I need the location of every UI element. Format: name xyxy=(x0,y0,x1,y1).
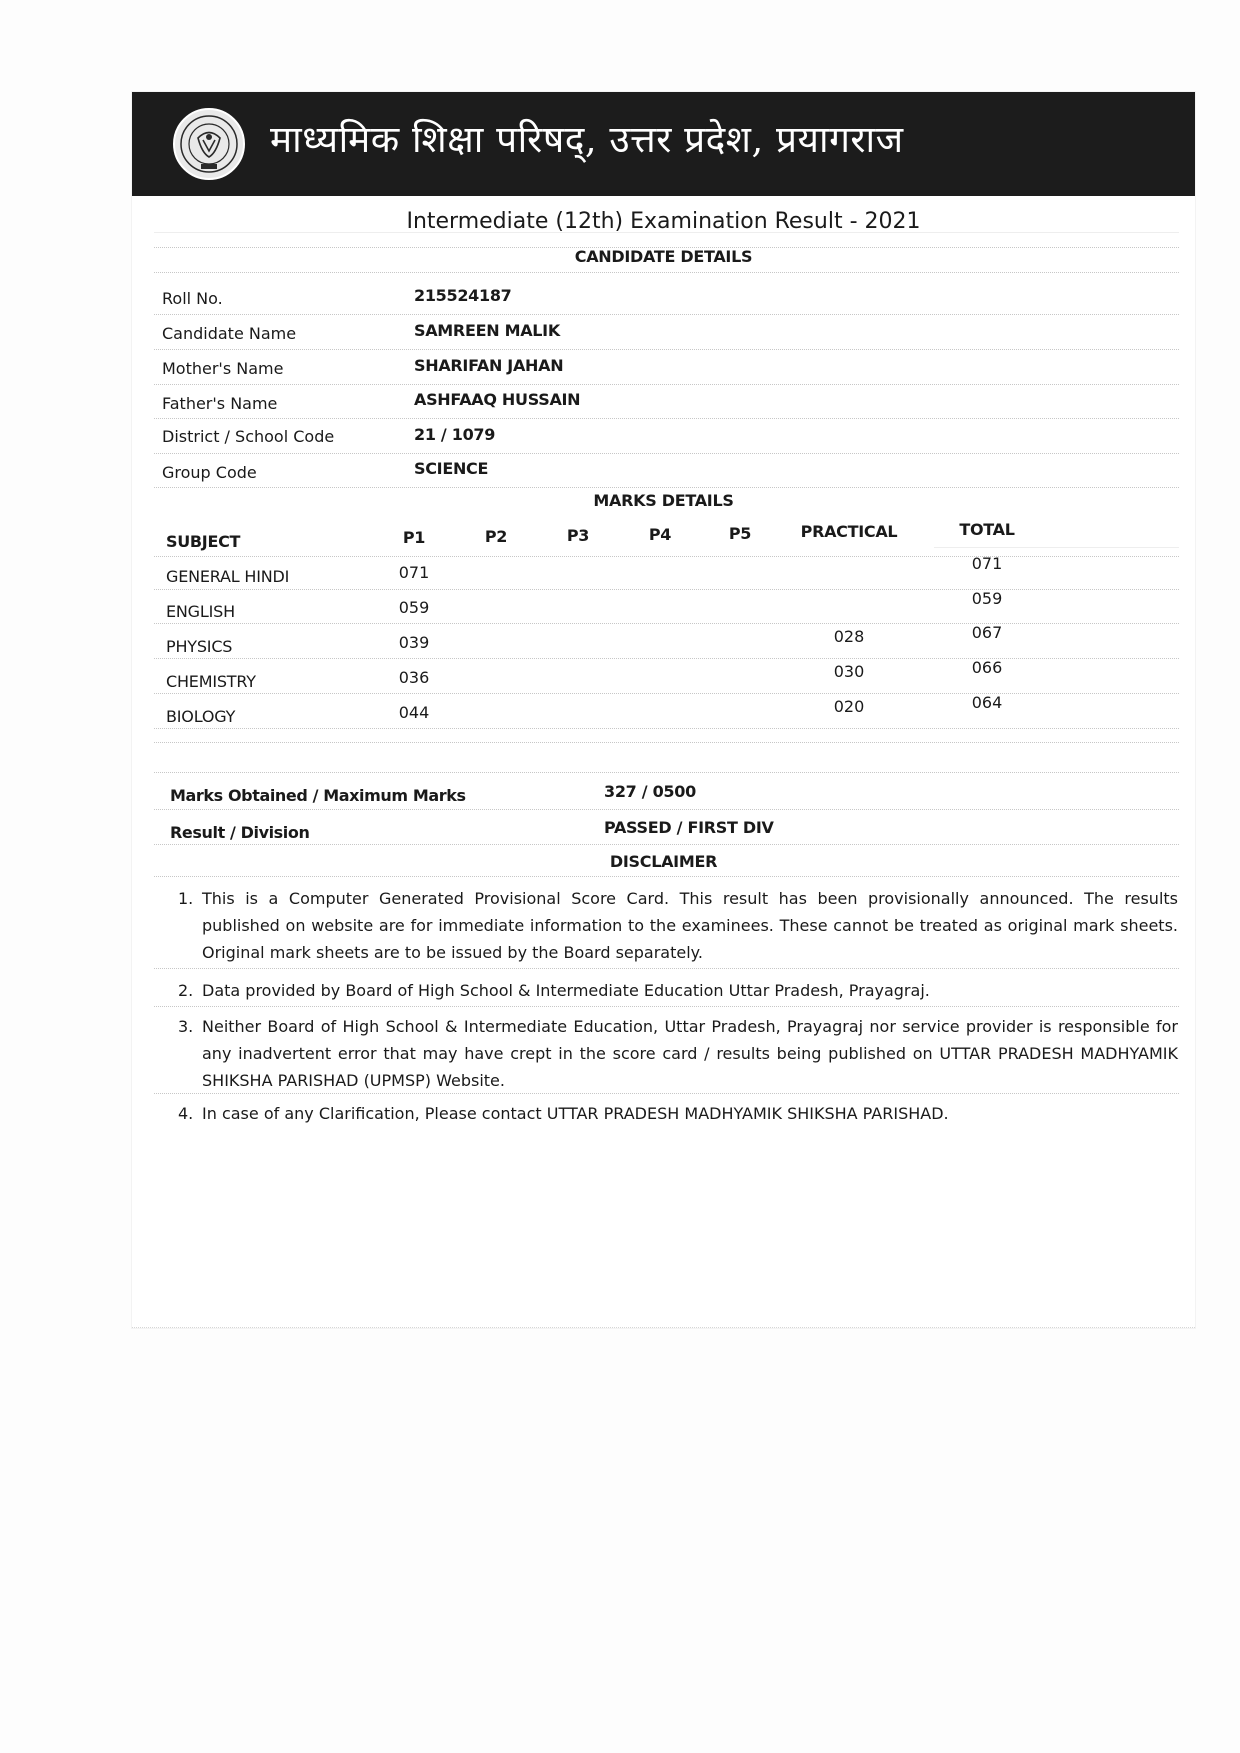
district-school-code-value: 21 / 1079 xyxy=(414,425,496,444)
p1-mark: 071 xyxy=(398,563,430,582)
divider xyxy=(154,487,1179,488)
total-mark: 071 xyxy=(971,554,1003,573)
divider xyxy=(154,349,1179,350)
column-header-p1: P1 xyxy=(402,528,426,547)
roll-no-value: 215524187 xyxy=(414,286,512,305)
group-code-label: Group Code xyxy=(162,463,257,482)
candidate-name-value: SAMREEN MALIK xyxy=(414,321,560,340)
divider xyxy=(154,418,1179,419)
divider xyxy=(154,1093,1179,1094)
disclaimer-item xyxy=(178,977,1178,1004)
group-code-value: SCIENCE xyxy=(414,459,489,478)
district-school-code-label: District / School Code xyxy=(162,427,335,446)
divider xyxy=(934,547,1179,548)
subject-name: CHEMISTRY xyxy=(166,672,256,691)
divider xyxy=(154,742,1179,743)
column-header-practical: PRACTICAL xyxy=(800,522,898,541)
marks-obtained-label: Marks Obtained / Maximum Marks xyxy=(170,786,466,805)
divider xyxy=(154,876,1179,877)
column-header-total: TOTAL xyxy=(959,520,1015,539)
p1-mark: 044 xyxy=(398,703,430,722)
header-bar xyxy=(132,92,1195,196)
divider xyxy=(154,1006,1179,1007)
disclaimer-item xyxy=(178,1100,1178,1127)
p1-mark: 036 xyxy=(398,668,430,687)
marks-obtained-value: 327 / 0500 xyxy=(604,782,696,801)
mothers-name-value: SHARIFAN JAHAN xyxy=(414,356,564,375)
disclaimer-item-number: 3. xyxy=(178,1017,194,1036)
divider xyxy=(154,384,1179,385)
practical-mark: 028 xyxy=(833,627,865,646)
disclaimer-section-title: DISCLAIMER xyxy=(609,852,718,871)
board-name: माध्यमिक शिक्षा परिषद्, उत्तर प्रदेश, प्रयागराज xyxy=(270,118,904,161)
result-card xyxy=(132,92,1195,1328)
divider xyxy=(154,772,1179,773)
candidate-section-title: CANDIDATE DETAILS xyxy=(574,247,753,266)
disclaimer-item-text: In case of any Clarification, Please contact UTTAR PRADESH MADHYAMIK SHIKSHA PARISHAD. xyxy=(202,1104,949,1123)
disclaimer-item-number: 4. xyxy=(178,1104,194,1123)
roll-no-label: Roll No. xyxy=(162,289,223,308)
disclaimer-item-text: Data provided by Board of High School & Intermediate Education Uttar Pradesh, Prayagraj. xyxy=(202,981,930,1000)
disclaimer-item xyxy=(178,1013,1178,1094)
divider xyxy=(154,968,1179,969)
up-government-emblem-icon xyxy=(172,107,246,181)
disclaimer-item-number: 2. xyxy=(178,981,194,1000)
divider xyxy=(154,453,1179,454)
total-mark: 064 xyxy=(971,693,1003,712)
candidate-name-label: Candidate Name xyxy=(162,324,297,343)
total-mark: 066 xyxy=(971,658,1003,677)
column-header-p5: P5 xyxy=(728,524,752,543)
column-header-p2: P2 xyxy=(484,527,508,546)
divider xyxy=(154,272,1179,273)
p1-mark: 059 xyxy=(398,598,430,617)
mothers-name-label: Mother's Name xyxy=(162,359,284,378)
divider xyxy=(154,809,1179,810)
p1-mark: 039 xyxy=(398,633,430,652)
subject-name: GENERAL HINDI xyxy=(166,567,290,586)
column-header-subject: SUBJECT xyxy=(166,532,241,551)
column-header-p3: P3 xyxy=(566,526,590,545)
subject-name: PHYSICS xyxy=(166,637,233,656)
disclaimer-item-number: 1. xyxy=(178,889,194,908)
exam-title: Intermediate (12th) Examination Result - 2021 xyxy=(406,209,921,234)
result-division-value: PASSED / FIRST DIV xyxy=(604,818,774,837)
disclaimer-item-text: Neither Board of High School & Intermediate Education, Uttar Pradesh, Prayagraj nor service provider is responsible for any inadvertent error that may have crept in the score card / results being published on UTTAR PRADESH MADHYAMIK SHIKSHA PARISHAD (UPMSP) Website. xyxy=(202,1017,1178,1090)
fathers-name-value: ASHFAAQ HUSSAIN xyxy=(414,390,581,409)
divider xyxy=(154,232,1179,233)
result-division-label: Result / Division xyxy=(170,823,310,842)
subject-name: ENGLISH xyxy=(166,602,235,621)
divider xyxy=(154,844,1179,845)
practical-mark: 030 xyxy=(833,662,865,681)
divider xyxy=(154,314,1179,315)
disclaimer-item xyxy=(178,885,1178,966)
practical-mark: 020 xyxy=(833,697,865,716)
fathers-name-label: Father's Name xyxy=(162,394,278,413)
total-mark: 067 xyxy=(971,623,1003,642)
divider xyxy=(154,728,1179,729)
marks-section-title: MARKS DETAILS xyxy=(593,491,734,510)
column-header-p4: P4 xyxy=(648,525,672,544)
disclaimer-item-text: This is a Computer Generated Provisional Score Card. This result has been provisionally announced. The results published on website are for immediate information to the examinees. These cannot be treated as original mark sheets. Original mark sheets are to be issued by the Board separately. xyxy=(202,889,1178,962)
subject-name: BIOLOGY xyxy=(166,707,236,726)
total-mark: 059 xyxy=(971,589,1003,608)
